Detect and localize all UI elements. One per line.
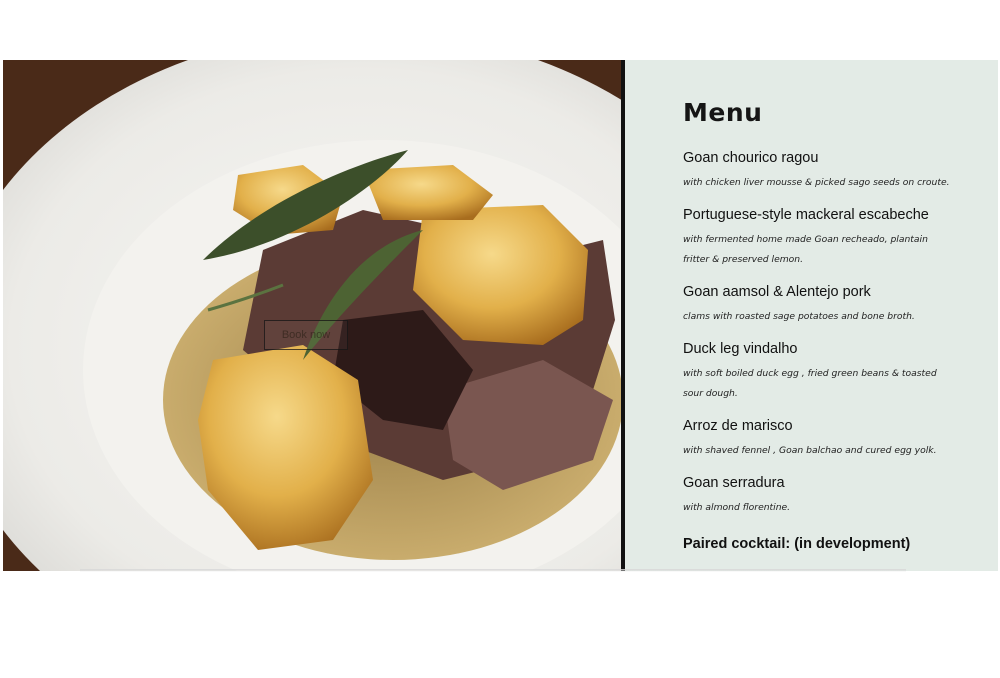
book-now-button[interactable]: Book now — [264, 320, 348, 350]
menu-item — [683, 341, 998, 404]
menu-item — [683, 418, 998, 461]
menu-item — [683, 207, 998, 270]
dish-name: Goan serradura — [683, 475, 785, 491]
menu-section — [3, 60, 998, 571]
dish-description: with chicken liver mousse & picked sago seeds on croute. — [683, 177, 950, 188]
dish-name: Duck leg vindalho — [683, 341, 798, 357]
menu-panel — [625, 60, 998, 571]
dish-description: with soft boiled duck egg , fried green beans & toasted sour dough. — [683, 368, 937, 399]
section-shadow — [80, 569, 906, 572]
food-photo — [3, 60, 621, 571]
dish-description: clams with roasted sage potatoes and bone broth. — [683, 311, 915, 322]
menu-item — [683, 475, 998, 518]
food-photo-illustration — [3, 60, 621, 571]
menu-item — [683, 150, 998, 193]
dish-description: with almond florentine. — [683, 502, 791, 513]
dish-name: Arroz de marisco — [683, 418, 793, 434]
dish-name: Portuguese-style mackeral escabeche — [683, 207, 929, 223]
dish-description: with shaved fennel , Goan balchao and cured egg yolk. — [683, 445, 937, 456]
dish-name: Goan aamsol & Alentejo pork — [683, 284, 871, 300]
dish-name: Goan chourico ragou — [683, 150, 819, 166]
menu-item — [683, 284, 998, 327]
menu-title: Menu — [683, 98, 763, 127]
dish-description: with fermented home made Goan recheado, plantain fritter & preserved lemon. — [683, 234, 928, 265]
paired-cocktail-note: Paired cocktail: (in development) — [683, 536, 911, 552]
